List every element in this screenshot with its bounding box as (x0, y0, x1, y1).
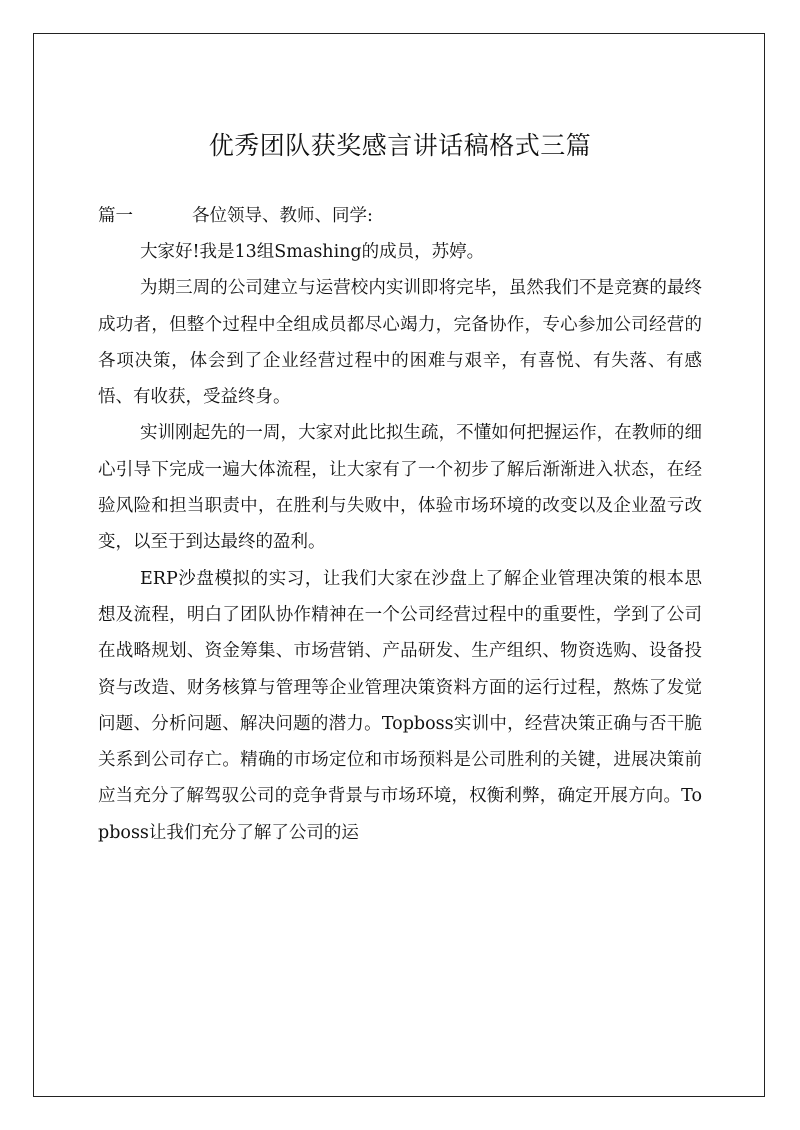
section-label: 篇一 (98, 206, 133, 226)
document-body (98, 120, 702, 851)
salutation: 各位领导、教师、同学: (192, 206, 373, 226)
section-heading (98, 198, 702, 234)
paragraph-training: 实训刚起先的一周，大家对此比拟生疏，不懂如何把握运作，在教师的细心引导下完成一遍大体流程，让大家有了一个初步了解后渐渐进入状态，在经验风险和担当职责中，在胜利与失败中，体验市场环境的改变以及企业盈亏改变，以至于到达最终的盈利。 (98, 423, 702, 553)
paragraph-intro: 为期三周的公司建立与运营校内实训即将完毕，虽然我们不是竞赛的最终成功者，但整个过程中全组成员都尽心竭力，完备协作，专心参加公司经营的各项决策，体会到了企业经营过程中的困难与艰辛，有喜悦、有失落、有感悟、有收获，受益终身。 (98, 278, 702, 408)
paragraph-greeting: 大家好!我是13组Smashing的成员，苏婷。 (140, 242, 485, 262)
document-title: 优秀团队获奖感言讲话稿格式三篇 (208, 131, 592, 160)
paragraph-erp: ERP沙盘模拟的实习，让我们大家在沙盘上了解企业管理决策的根本思想及流程，明白了团队协作精神在一个公司经营过程中的重要性，学到了公司在战略规划、资金筹集、市场营销、产品研发、生产组织、物资选购、设备投资与改造、财务核算与管理等企业管理决策资料方面的运行过程，熬炼了发觉问题、分析问题、解决问题的潜力。Topboss实训中，经营决策正确与否干脆关系到公司存亡。精确的市场定位和市场预料是公司胜利的关键，进展决策前应当充分了解驾驭公司的竞争背景与市场环境，权衡利弊，确定开展方向。Topboss让我们充分了解了公司的运 (98, 568, 702, 843)
